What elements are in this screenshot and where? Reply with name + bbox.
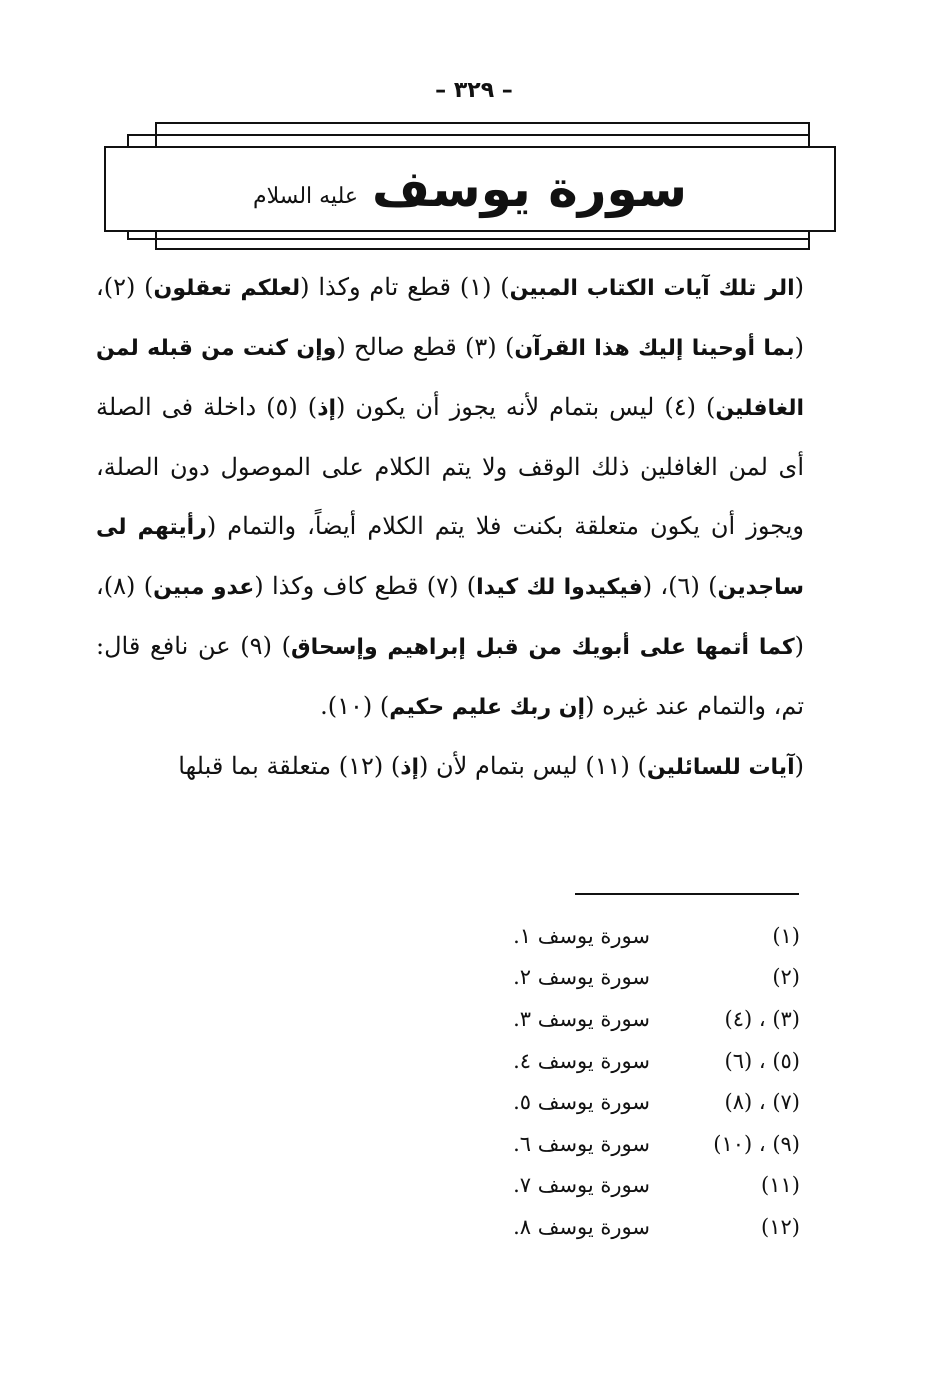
- quran-quote: بما أوحينا إليك هذا القرآن: [514, 336, 795, 361]
- footnote-source: سورة يوسف ٨.: [513, 1214, 650, 1239]
- footnotes-list: [470, 915, 800, 1248]
- quran-quote: عدو مبين: [153, 575, 255, 600]
- footnote-source: سورة يوسف ٤.: [513, 1048, 650, 1073]
- footnote-source: سورة يوسف ٦.: [513, 1131, 650, 1156]
- footnote-ref: (٥) ، (٦): [724, 1048, 800, 1073]
- quran-quote: فيكيدوا لك كيدا: [476, 575, 643, 600]
- footnote-ref: (١٢): [761, 1214, 800, 1239]
- footnote-ref: (١): [772, 923, 800, 948]
- footnote-ref: (٣) ، (٤): [724, 1006, 800, 1031]
- quran-quote: رأيتهم لى ساجدين: [96, 515, 805, 600]
- footnote-ref: (١١): [761, 1173, 800, 1198]
- quran-quote: إذ: [400, 755, 420, 780]
- commentary-text: ) (١٢) متعلقة بما قبلها: [178, 752, 401, 780]
- commentary-text: ) (٤) ليس بتمام لأنه يجوز أن يكون (: [336, 393, 716, 421]
- quran-quote: إن ربك عليم حكيم: [389, 695, 586, 720]
- commentary-text: ) (٩) عن نافع قال: تم، والتمام عند غيره (: [96, 632, 804, 720]
- surah-title-main: سورة يوسف: [371, 160, 688, 218]
- commentary-text: ) (٨)، (: [96, 572, 804, 660]
- footnote-source: سورة يوسف ٢.: [513, 965, 650, 990]
- footnote-source: سورة يوسف ١.: [513, 923, 650, 948]
- footnote-row: [470, 1040, 800, 1082]
- commentary-text: ) (١١) ليس بتمام لأن (: [419, 752, 647, 780]
- footnote-source: سورة يوسف ٣.: [513, 1006, 650, 1031]
- footnote-ref: (٢): [772, 965, 800, 990]
- commentary-text: ) (١٠).: [320, 692, 390, 720]
- footnote-row: [470, 1123, 800, 1165]
- footnote-ref: (٩) ، (١٠): [713, 1131, 800, 1156]
- footnote-ref: (٧) ، (٨): [724, 1090, 800, 1115]
- quran-quote: كما أتمها على أبويك من قبل إبراهيم وإسحاق: [291, 635, 795, 660]
- quran-quote: إذ: [317, 396, 337, 421]
- footnote-row: [470, 1165, 800, 1207]
- commentary-text: (: [794, 752, 804, 780]
- footnote-row: [470, 998, 800, 1040]
- quran-quote: وإن كنت من قبله لمن الغافلين: [96, 336, 805, 421]
- footnote-source: سورة يوسف ٧.: [513, 1173, 650, 1198]
- commentary-text: ) (٣) قطع صالح (: [336, 333, 515, 361]
- footnote-row: [470, 957, 800, 999]
- quran-quote: آيات للسائلين: [646, 755, 795, 780]
- surah-title-blessing: عليه السلام: [252, 183, 358, 209]
- commentary-text: ) (١) قطع تام وكذا (: [300, 273, 510, 301]
- footnote-row: [470, 915, 800, 957]
- body-paragraph: [96, 258, 804, 797]
- commentary-text: ) (٦)، (: [642, 572, 718, 600]
- quran-quote: لعلكم تعقلون: [153, 276, 301, 301]
- quran-quote: الر تلك آيات الكتاب المبين: [509, 276, 795, 301]
- commentary-text: ) (٢)، (: [96, 273, 804, 361]
- footnote-row: [470, 1081, 800, 1123]
- commentary-text: (: [794, 273, 804, 301]
- footnote-row: [470, 1206, 800, 1248]
- page-number: – ٣٢٩ –: [435, 78, 513, 103]
- commentary-text: ) (٥) داخلة فى الصلة أى لمن الغافلين ذلك الوقف ولا يتم الكلام على الموصول دون الصلة، ويجوز أن يكون متعلقة بكنت فلا يتم الكلام أيضاً، والتمام (: [96, 393, 805, 540]
- surah-title: [104, 146, 836, 232]
- footnote-separator: [575, 893, 799, 895]
- commentary-text: ) (٧) قطع كاف وكذا (: [254, 572, 477, 600]
- footnote-source: سورة يوسف ٥.: [513, 1090, 650, 1115]
